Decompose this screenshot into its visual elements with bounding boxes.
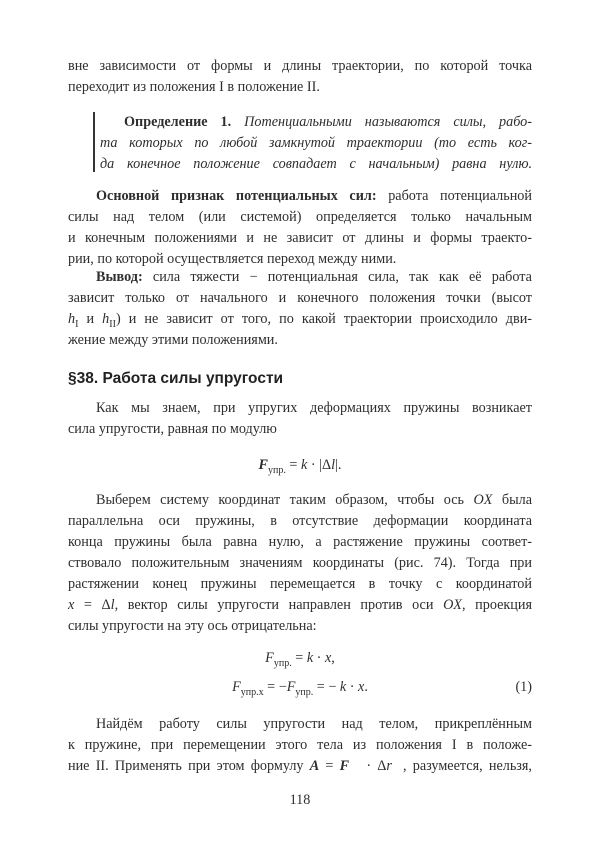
paragraph-line: [96, 714, 532, 734]
text: конца пружины была равна нулю, а растяжение пружины соответ-: [68, 534, 532, 550]
text: была: [492, 492, 532, 508]
paragraph-line: [68, 228, 532, 248]
text: = −: [313, 679, 340, 695]
definition-line: [100, 154, 532, 174]
paragraph-line: [68, 735, 532, 755]
text: · |Δ: [307, 457, 332, 473]
section-heading: [68, 369, 532, 389]
italic-text: k: [306, 650, 314, 666]
subscript: II: [109, 319, 116, 330]
text: ние II. Применять при этом формулу: [68, 758, 310, 774]
paragraph-line: [96, 398, 532, 418]
formula: [68, 455, 532, 475]
page-number: 118: [289, 792, 311, 808]
text: , разумеется, нельзя,: [402, 758, 532, 774]
italic-text: F: [258, 457, 269, 473]
text: ·: [346, 679, 359, 695]
text: параллельна оси пружины, в отсутствие деформации координата: [68, 513, 532, 529]
paragraph-line: [68, 616, 532, 636]
italic-text: та которых по любой замкнутой траектории (то есть ког-: [100, 135, 532, 151]
paragraph-line: [68, 553, 532, 573]
italic-text: h: [102, 311, 110, 327]
text: и: [78, 311, 103, 327]
equation-number: (1): [515, 679, 532, 695]
definition-line: [124, 112, 532, 132]
italic-text: r⃗: [386, 758, 403, 774]
paragraph-line: [68, 309, 532, 329]
paragraph-line: [68, 595, 532, 615]
paragraph-line: [68, 756, 532, 776]
text: , вектор силы упругости направлен против оси: [114, 597, 444, 613]
italic-text: k: [339, 679, 347, 695]
text: силы над телом (или системой) определяется только начальным: [68, 209, 532, 225]
text: зависит только от начального и конечного положения точки (высот: [68, 290, 532, 306]
text: =: [319, 758, 340, 774]
paragraph-line: [96, 186, 532, 206]
italic-text: x: [358, 679, 365, 695]
italic-text: OX: [443, 597, 462, 613]
subscript: упр.: [268, 465, 286, 476]
text: §38. Работа силы упругости: [68, 370, 284, 387]
paragraph-line: [68, 574, 532, 594]
text: =: [291, 650, 307, 666]
paragraph-line: [68, 207, 532, 227]
bold-text: Определение 1.: [124, 114, 245, 130]
text: ) и не зависит от того, по какой траектории происходило дви-: [115, 311, 533, 327]
paragraph-line: [68, 249, 532, 269]
text: = Δ: [74, 597, 111, 613]
formula: [68, 648, 532, 668]
italic-text: Потенциальными называются силы, рабо-: [244, 114, 532, 130]
italic-text: k: [300, 457, 308, 473]
text: сила упругости, равная по модулю: [68, 421, 277, 437]
italic-text: x: [68, 597, 75, 613]
text: жение между этими положениями.: [68, 332, 278, 348]
paragraph-line: [68, 56, 532, 76]
text: , проекция: [461, 597, 532, 613]
italic-text: F: [265, 650, 274, 666]
text: ,: [331, 650, 335, 666]
paragraph-line: [68, 288, 532, 308]
definition-bar: [93, 112, 95, 172]
text: ·: [313, 650, 325, 666]
bold-text: Основной признак потенциальных сил:: [96, 188, 389, 204]
text: ствовало положительным значениям координаты (рис. 74). Тогда при: [68, 555, 532, 571]
paragraph-line: [68, 419, 532, 439]
text: Как мы знаем, при упругих деформациях пружины возникает: [96, 400, 532, 416]
text: = −: [263, 679, 287, 695]
italic-text: да конечное положение совпадает с начальным) равна нулю.: [100, 156, 532, 172]
italic-text: F: [286, 679, 296, 695]
paragraph-line: [68, 532, 532, 552]
italic-text: h: [68, 311, 76, 327]
text: растяжении конец пружины перемещается в точку с координатой: [68, 576, 532, 592]
paragraph-line: [68, 77, 532, 97]
text: |.: [335, 457, 342, 473]
subscript: I: [75, 319, 79, 330]
text: к пружине, при перемещении этого тела из положения I в положе-: [68, 737, 532, 753]
text: · Δ: [360, 758, 387, 774]
paragraph-line: [68, 330, 532, 350]
formula-numbered: [68, 677, 532, 697]
paragraph-line: [96, 267, 532, 287]
subscript: упр.: [273, 658, 292, 669]
paragraph-line: [68, 511, 532, 531]
italic-text: l: [110, 597, 115, 613]
text: .: [364, 679, 368, 695]
definition-line: [100, 133, 532, 153]
text: =: [285, 457, 301, 473]
italic-text: F: [232, 679, 241, 695]
text: силы упругости на эту ось отрицательна:: [68, 618, 317, 634]
text: работа потенциальной: [388, 188, 532, 204]
text: сила тяжести − потенциальная сила, так как её работа: [152, 269, 532, 285]
text: и конечным положениями и не зависит от длины и формы траекто-: [68, 230, 532, 246]
italic-text: x: [324, 650, 332, 666]
italic-text: l: [331, 457, 336, 473]
text: переходит из положения I в положение II.: [68, 79, 320, 95]
text: Выберем систему координат таким образом, чтобы ось: [96, 492, 474, 508]
italic-text: A: [309, 758, 320, 774]
italic-text: F⃗: [339, 758, 361, 774]
subscript: упр.: [295, 687, 314, 698]
text: Найдём работу силы упругости над телом, прикреплённым: [96, 716, 532, 732]
subscript: упр.x: [240, 687, 264, 698]
bold-text: Вывод:: [96, 269, 153, 285]
italic-text: OX: [473, 492, 493, 508]
paragraph-line: [96, 490, 532, 510]
text: рии, по которой осуществляется переход между ними.: [68, 251, 397, 267]
text: вне зависимости от формы и длины траектории, по которой точка: [68, 58, 532, 74]
